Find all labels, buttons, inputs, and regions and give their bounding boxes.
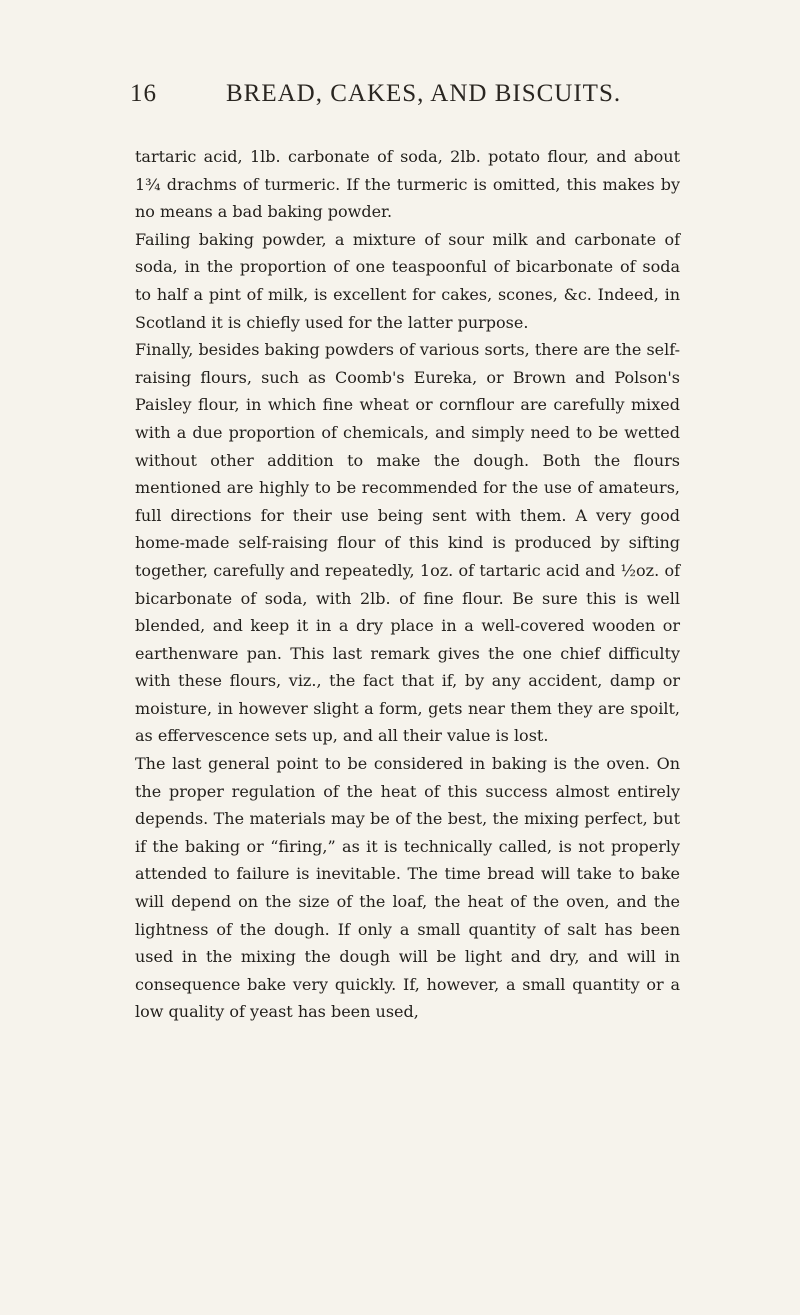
running-title: BREAD, CAKES, AND BISCUITS. — [226, 80, 622, 107]
paragraph-self-raising-flours: Finally, besides baking powders of various sorts, there are the self-raising flours, such as Coomb's Eureka, or Brown and Polson's Paisley flour, in which fine wheat or cornflour are carefully mixed with a due proportion of chemicals, and simply need to be wetted without other addition to make the dough. Both the flours mentioned are highly to be recommended for the use of amateurs, full directions for their use being sent with them. A very good home-made self-raising flour of this kind is produced by sifting together, carefully and repeatedly, 1oz. of tartaric acid and ½oz. of bicarbonate of soda, with 2lb. of fine flour. Be sure this is well blended, and keep it in a dry place in a well-covered wooden or earthenware pan. This last remark gives the one chief difficulty with these flours, viz., the fact that if, by any accident, damp or moisture, in however slight a form, gets near them they are spoilt, as effervescence sets up, and all their value is lost. — [135, 340, 680, 746]
paragraph-baking-powder-recipe: tartaric acid, 1lb. carbonate of soda, 2lb. potato flour, and about 1¾ drachms of turmeric. If the turmeric is omitted, this makes by no means a bad baking powder. — [135, 147, 680, 222]
running-head — [130, 80, 690, 114]
paragraph-sour-milk: Failing baking powder, a mixture of sour milk and carbonate of soda, in the proportion of one teaspoonful of bicarbonate of soda to half a pint of milk, is excellent for cakes, scones, &c. Indeed, in Scotland it is chiefly used for the latter purpose. — [135, 229, 680, 332]
page-number: 16 — [130, 80, 157, 107]
body-text — [135, 143, 680, 1026]
paragraph-oven: The last general point to be considered in baking is the oven. On the proper regulation of the heat of this success almost entirely depends. The materials may be of the best, the mixing perfect, but if the baking or “firing,” as it is technically called, is not properly attended to failure is inevitable. The time bread will take to bake will depend on the size of the loaf, the heat of the oven, and the lightness of the dough. If only a small quantity of salt has been used in the mixing the dough will be light and dry, and will in consequence bake very quickly. If, however, a small quantity or a low quality of yeast has been used, — [135, 754, 680, 1022]
